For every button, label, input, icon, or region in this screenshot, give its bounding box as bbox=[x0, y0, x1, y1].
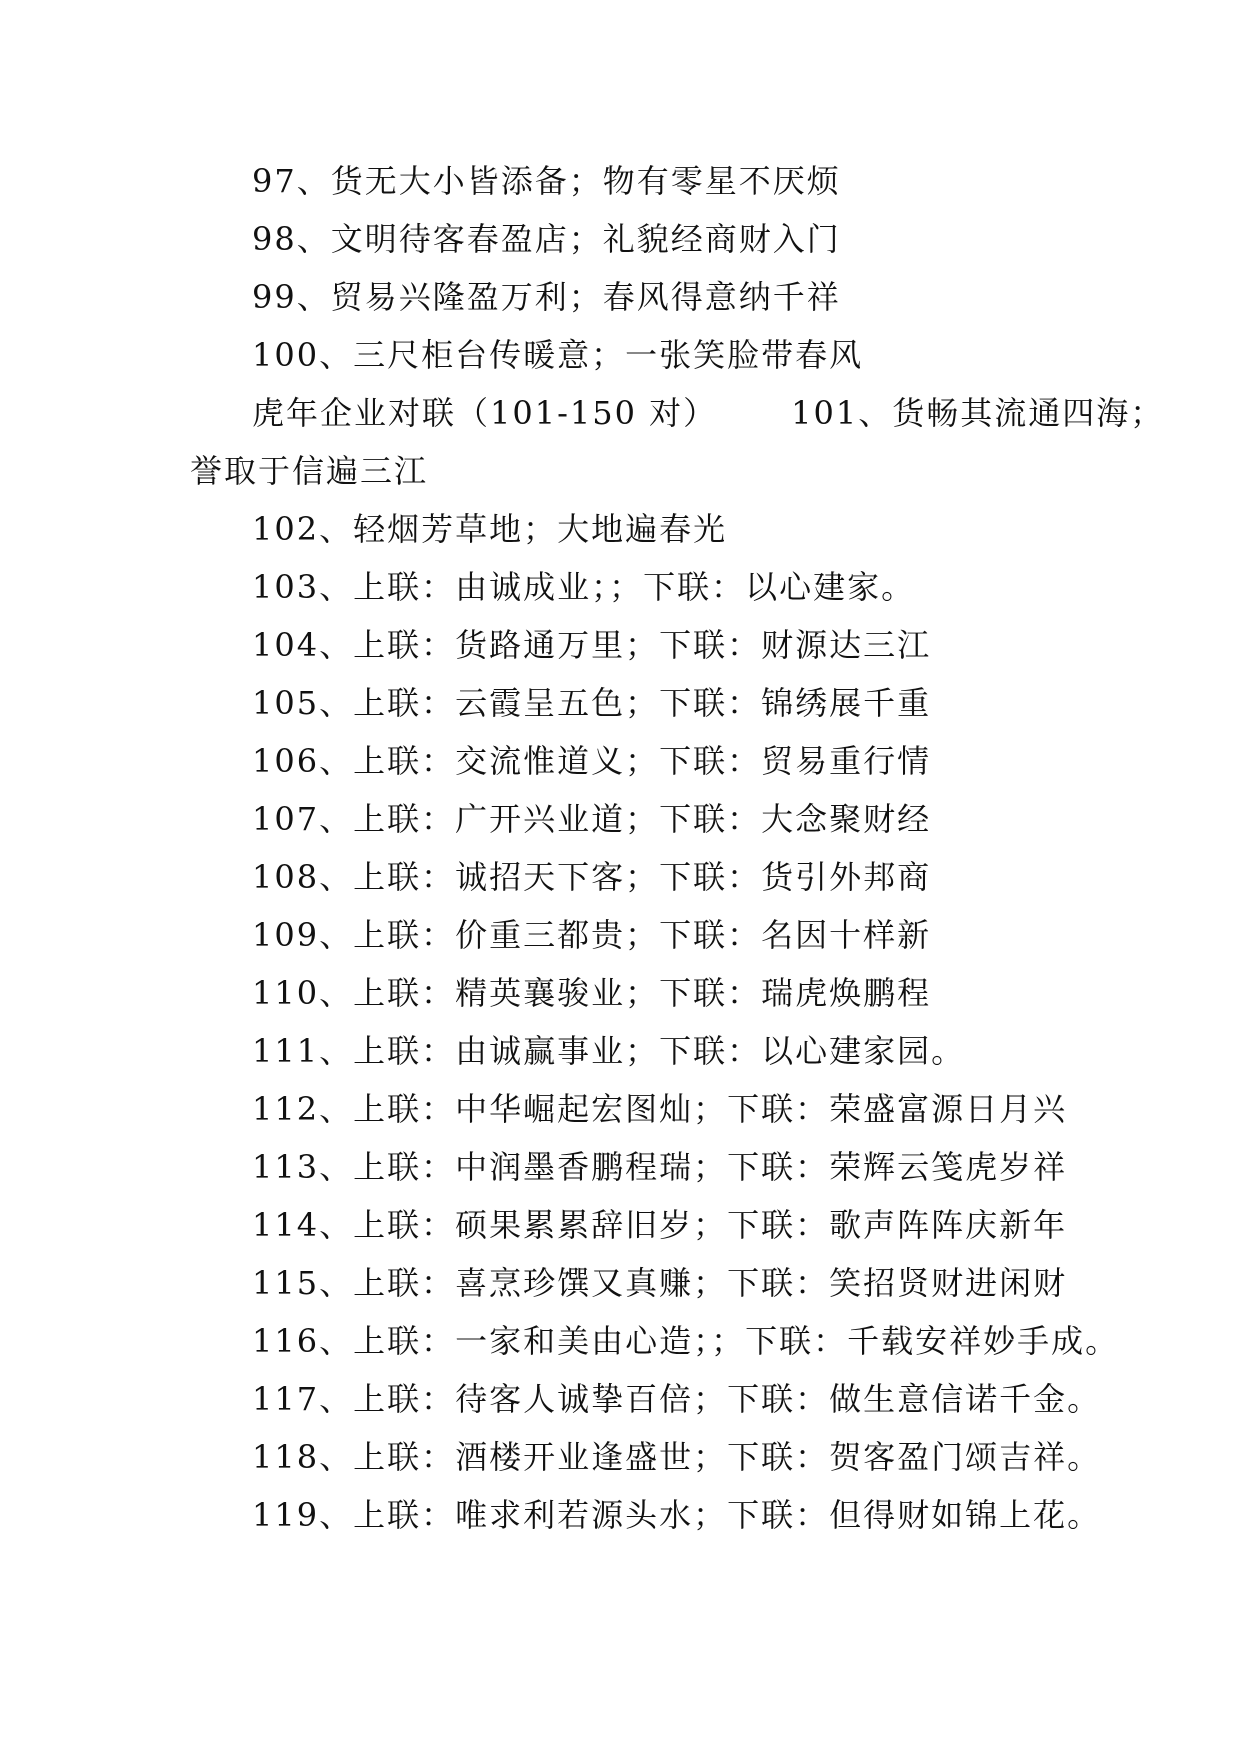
list-item: 99、贸易兴隆盈万利；春风得意纳千祥 bbox=[252, 278, 841, 316]
list-item: 105、上联：云霞呈五色；下联：锦绣展千重 bbox=[252, 684, 932, 722]
list-item: 106、上联：交流惟道义；下联：贸易重行情 bbox=[252, 742, 932, 780]
list-item: 118、上联：酒楼开业逢盛世；下联：贺客盈门颂吉祥。 bbox=[252, 1438, 1102, 1476]
list-item: 107、上联：广开兴业道；下联：大念聚财经 bbox=[252, 800, 932, 838]
list-item: 103、上联：由诚成业；；下联：以心建家。 bbox=[252, 568, 916, 606]
list-item: 111、上联：由诚赢事业；下联：以心建家园。 bbox=[252, 1032, 966, 1070]
couplet-list bbox=[190, 152, 1165, 1544]
list-item: 109、上联：价重三都贵；下联：名因十样新 bbox=[252, 916, 932, 954]
list-item: 101、货畅其流通四海； bbox=[791, 394, 1165, 432]
list-item-continuation: 誉取于信遍三江 bbox=[190, 452, 429, 490]
list-item: 116、上联：一家和美由心造；；下联：千载安祥妙手成。 bbox=[252, 1322, 1120, 1360]
list-item: 97、货无大小皆添备；物有零星不厌烦 bbox=[252, 162, 841, 200]
list-item: 115、上联：喜烹珍馔又真赚；下联：笑招贤财进闲财 bbox=[252, 1264, 1068, 1302]
list-item: 100、三尺柜台传暖意；一张笑脸带春风 bbox=[252, 336, 864, 374]
list-item: 110、上联：精英襄骏业；下联：瑞虎焕鹏程 bbox=[252, 974, 932, 1012]
list-item: 117、上联：待客人诚挚百倍；下联：做生意信诺千金。 bbox=[252, 1380, 1102, 1418]
list-item: 113、上联：中润墨香鹏程瑞；下联：荣辉云笺虎岁祥 bbox=[252, 1148, 1068, 1186]
section-heading: 虎年企业对联（101-150 对） bbox=[252, 394, 718, 432]
list-item: 102、轻烟芳草地；大地遍春光 bbox=[252, 510, 728, 548]
list-item: 108、上联：诚招天下客；下联：货引外邦商 bbox=[252, 858, 932, 896]
section-heading-line bbox=[190, 384, 1165, 442]
list-item: 114、上联：硕果累累辞旧岁；下联：歌声阵阵庆新年 bbox=[252, 1206, 1068, 1244]
list-item: 98、文明待客春盈店；礼貌经商财入门 bbox=[252, 220, 841, 258]
list-item: 112、上联：中华崛起宏图灿；下联：荣盛富源日月兴 bbox=[252, 1090, 1068, 1128]
list-item: 104、上联：货路通万里；下联：财源达三江 bbox=[252, 626, 932, 664]
list-item: 119、上联：唯求利若源头水；下联：但得财如锦上花。 bbox=[252, 1496, 1102, 1534]
